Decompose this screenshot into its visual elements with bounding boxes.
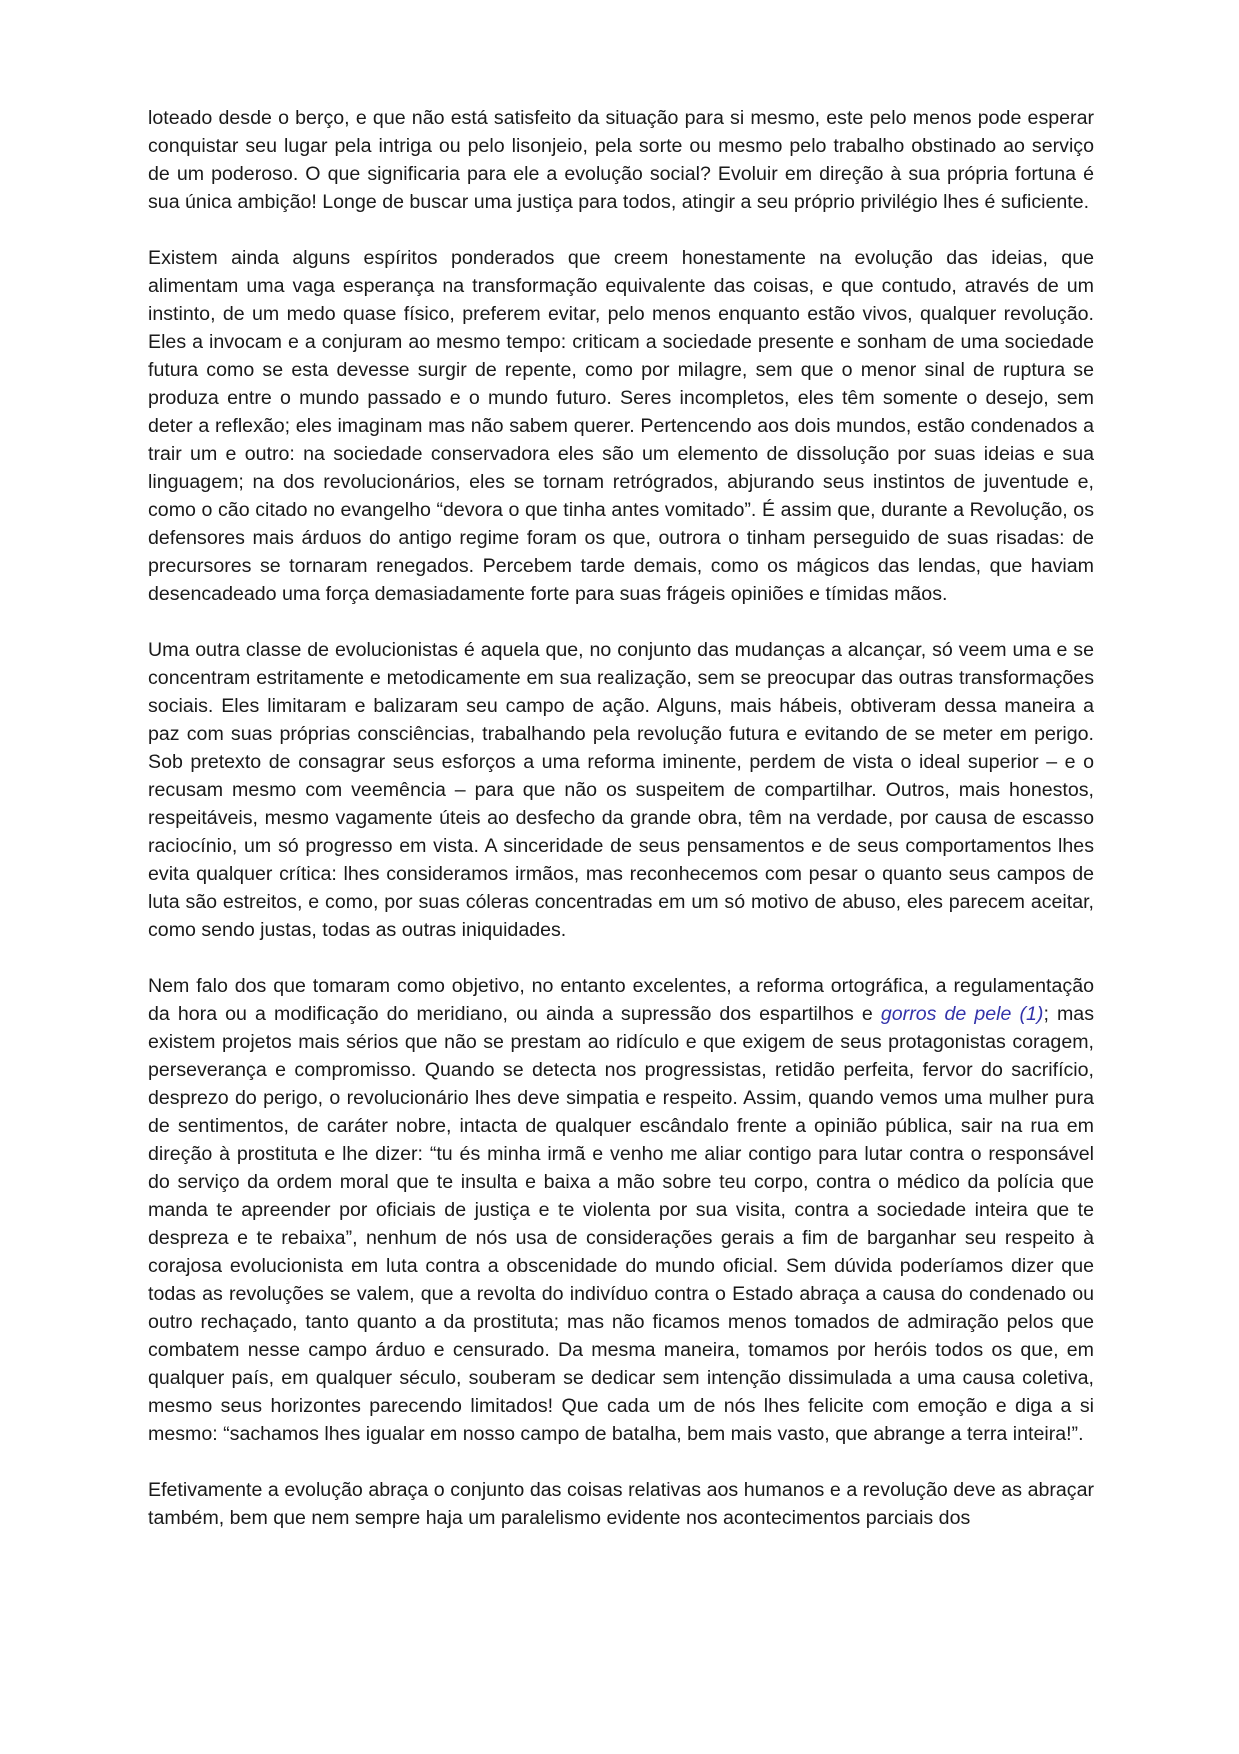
- footnote-link-gorros-de-pele[interactable]: gorros de pele (1): [880, 1003, 1044, 1025]
- document-page: [148, 104, 1094, 1532]
- paragraph-5: Efetivamente a evolução abraça o conjunto das coisas relativas aos humanos e a revolução deve as abraçar também, bem que nem sempre haja um paralelismo evidente nos acontecimentos parciais dos: [148, 1479, 1094, 1529]
- paragraph-3: Uma outra classe de evolucionistas é aquela que, no conjunto das mudanças a alcançar, só veem uma e se concentram estritamente e metodicamente em sua realização, sem se preocupar das outras transformações sociais. Eles limitaram e balizaram seu campo de ação. Alguns, mais hábeis, obtiveram dessa maneira a paz com suas próprias consciências, trabalhando pela revolução futura e evitando de se meter em perigo. Sob pretexto de consagrar seus esforços a uma reforma iminente, perdem de vista o ideal superior – e o recusam mesmo com veemência – para que não os suspeitem de compartilhar. Outros, mais honestos, respeitáveis, mesmo vagamente úteis ao desfecho da grande obra, têm na verdade, por causa de escasso raciocínio, um só progresso em vista. A sinceridade de seus pensamentos e de seus comportamentos lhes evita qualquer crítica: lhes consideramos irmãos, mas reconhecemos com pesar o quanto seus campos de luta são estreitos, e como, por suas cóleras concentradas em um só motivo de abuso, eles parecem aceitar, como sendo justas, todas as outras iniquidades.: [148, 639, 1094, 941]
- paragraph-4-text-after: ; mas existem projetos mais sérios que não se prestam ao ridículo e que exigem de seus protagonistas coragem, perseverança e compromisso. Quando se detecta nos progressistas, retidão perfeita, fervor do sacrifício, desprezo do perigo, o revolucionário lhes deve simpatia e respeito. Assim, quando vemos uma mulher pura de sentimentos, de caráter nobre, intacta de qualquer escândalo frente a opinião pública, sair na rua em direção à prostituta e lhe dizer: “tu és minha irmã e venho me aliar contigo para lutar contra o responsável do serviço da ordem moral que te insulta e baixa a mão sobre teu corpo, contra o médico da polícia que manda te apreender por oficiais de justiça e te violenta por sua visita, contra a sociedade inteira que te despreza e te rebaixa”, nenhum de nós usa de considerações gerais a fim de barganhar seu respeito à corajosa evolucionista em luta contra a obscenidade do mundo oficial. Sem dúvida poderíamos dizer que todas as revoluções se valem, que a revolta do indivíduo contra o Estado abraça a causa do condenado ou outro rechaçado, tanto quanto a da prostituta; mas não ficamos menos tomados de admiração pelos que combatem nesse campo árduo e censurado. Da mesma maneira, tomamos por heróis todos os que, em qualquer país, em qualquer século, souberam se dedicar sem intenção dissimulada a uma causa coletiva, mesmo seus horizontes parecendo limitados! Que cada um de nós lhes felicite com emoção e diga a si mesmo: “sachamos lhes igualar em nosso campo de batalha, bem mais vasto, que abrange a terra inteira!”.: [148, 1003, 1094, 1445]
- paragraph-1: loteado desde o berço, e que não está satisfeito da situação para si mesmo, este pelo menos pode esperar conquistar seu lugar pela intriga ou pelo lisonjeio, pela sorte ou mesmo pelo trabalho obstinado ao serviço de um poderoso. O que significaria para ele a evolução social? Evoluir em direção à sua própria fortuna é sua única ambição! Longe de buscar uma justiça para todos, atingir a seu próprio privilégio lhes é suficiente.: [148, 107, 1094, 213]
- paragraph-4: [148, 972, 1094, 1448]
- paragraph-2: Existem ainda alguns espíritos ponderados que creem honestamente na evolução das ideias, que alimentam uma vaga esperança na transformação equivalente das coisas, e que contudo, através de um instinto, de um medo quase físico, preferem evitar, pelo menos enquanto estão vivos, qualquer revolução. Eles a invocam e a conjuram ao mesmo tempo: criticam a sociedade presente e sonham de uma sociedade futura como se esta devesse surgir de repente, como por milagre, sem que o menor sinal de ruptura se produza entre o mundo passado e o mundo futuro. Seres incompletos, eles têm somente o desejo, sem deter a reflexão; eles imaginam mas não sabem querer. Pertencendo aos dois mundos, estão condenados a trair um e outro: na sociedade conservadora eles são um elemento de dissolução por suas ideias e sua linguagem; na dos revolucionários, eles se tornam retrógrados, abjurando seus instintos de juventude e, como o cão citado no evangelho “devora o que tinha antes vomitado”. É assim que, durante a Revolução, os defensores mais árduos do antigo regime foram os que, outrora o tinham perseguido de suas risadas: de precursores se tornaram renegados. Percebem tarde demais, como os mágicos das lendas, que haviam desencadeado uma força demasiadamente forte para suas frágeis opiniões e tímidas mãos.: [148, 247, 1094, 605]
- paragraph-4-text-before: Nem falo dos que tomaram como objetivo, no entanto excelentes, a reforma ortográfica, a regulamentação da hora ou a modificação do meridiano, ou ainda a supressão dos espartilhos e: [148, 975, 1094, 1025]
